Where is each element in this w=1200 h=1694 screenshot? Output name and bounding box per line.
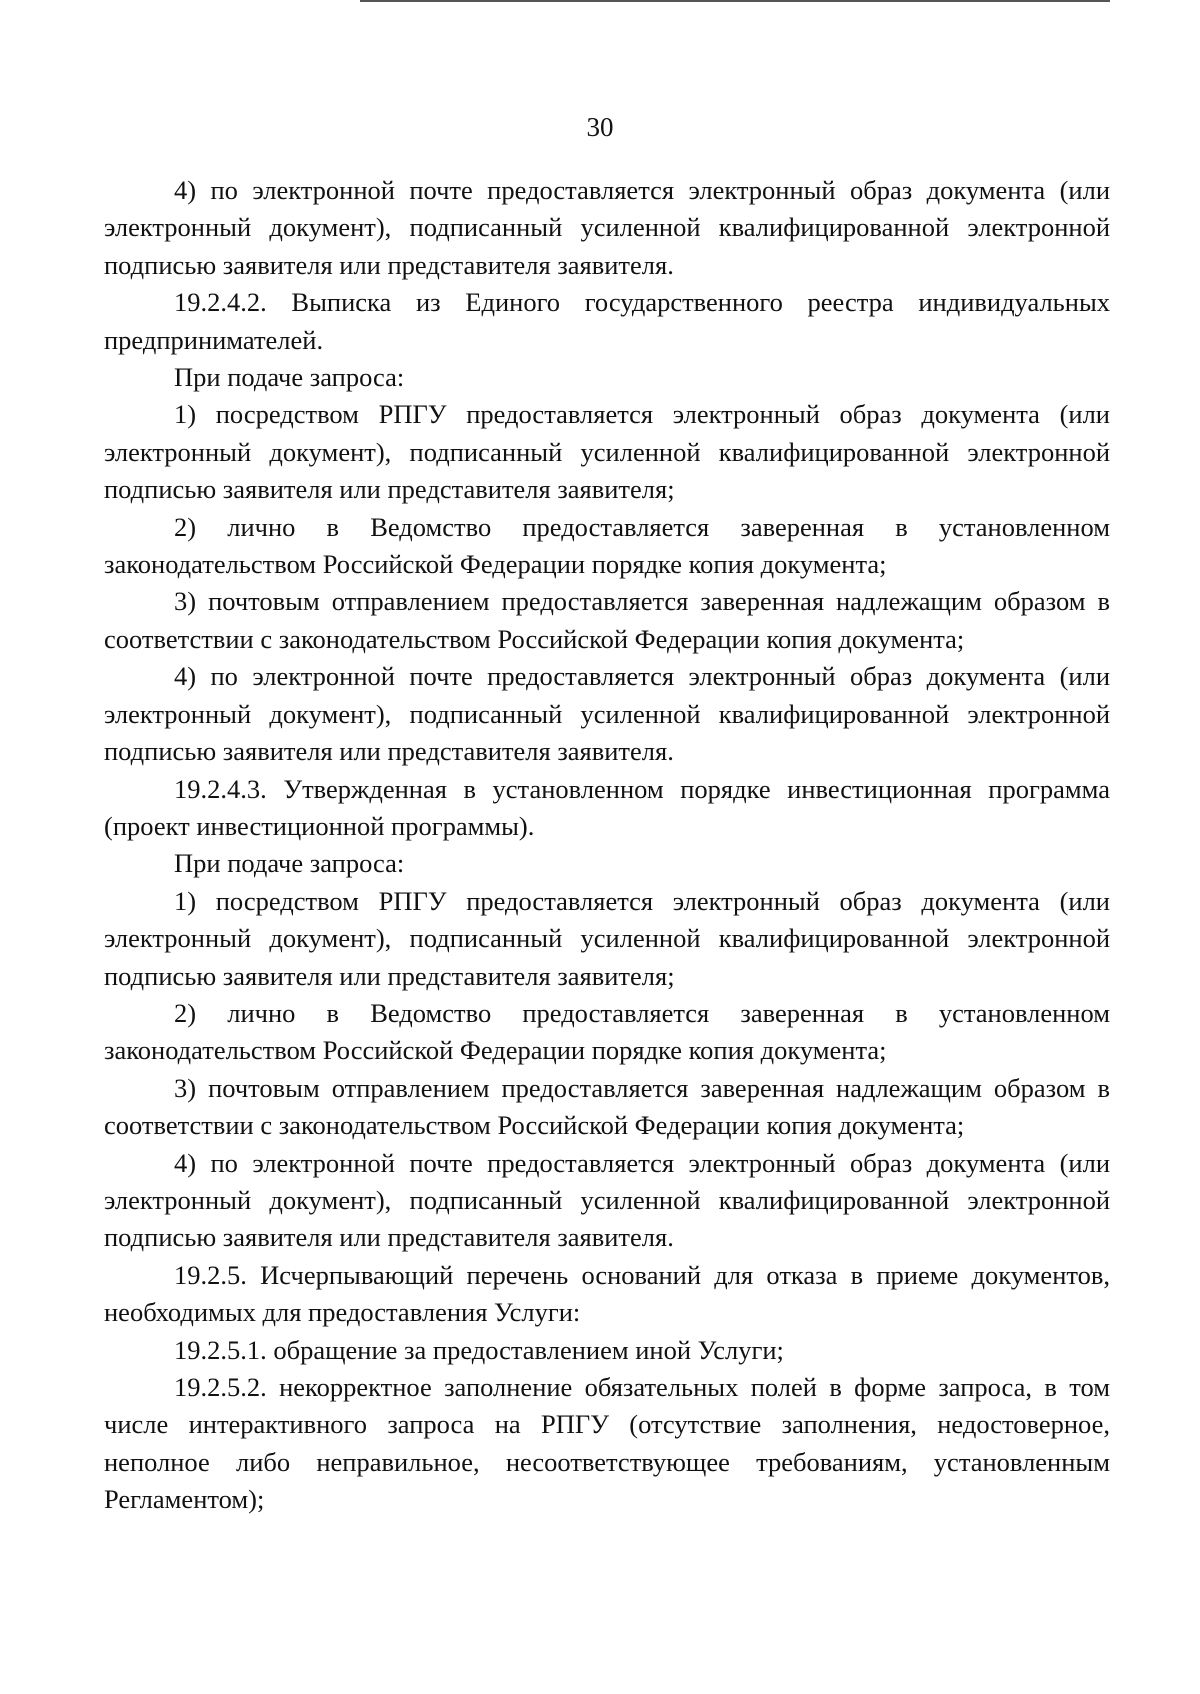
page-number: 30: [586, 112, 614, 142]
scan-edge-line: [360, 0, 1110, 2]
paragraph: При подаче запроса:: [174, 362, 405, 393]
paragraph: 19.2.4.3. Утвержденная в установленном порядке инвестиционная программа (проект инвестиционной программы).: [104, 773, 1110, 841]
paragraph: 1) посредством РПГУ предоставляется электронный образ документа (или электронный документ), подписанный усиленной квалифицированной электронной подписью заявителя или представителя заявителя;: [104, 399, 1110, 505]
paragraph: 1) посредством РПГУ предоставляется электронный образ документа (или электронный документ), подписанный усиленной квалифицированной электронной подписью заявителя или представителя заявителя;: [104, 885, 1110, 991]
paragraph: 4) по электронной почте предоставляется электронный образ документа (или электронный документ), подписанный усиленной квалифицированной электронной подписью заявителя или представителя заявителя.: [104, 175, 1110, 280]
paragraph: 4) по электронной почте предоставляется электронный образ документа (или электронный документ), подписанный усиленной квалифицированной электронной подписью заявителя или представителя заявителя.: [104, 1147, 1110, 1253]
paragraph: 3) почтовым отправлением предоставляется заверенная надлежащим образом в соответствии с законодательством Российской Федерации копия документа;: [104, 586, 1110, 654]
paragraph: 2) лично в Ведомство предоставляется заверенная в установленном законодательством Российской Федерации порядке копия документа;: [104, 511, 1110, 580]
paragraph: 19.2.5. Исчерпывающий перечень оснований для отказа в приеме документов, необходимых для предоставления Услуги:: [104, 1259, 1110, 1328]
paragraph: 2) лично в Ведомство предоставляется заверенная в установленном законодательством Российской Федерации порядке копия документа;: [104, 997, 1110, 1066]
paragraph: 4) по электронной почте предоставляется электронный образ документа (или электронный документ), подписанный усиленной квалифицированной электронной подписью заявителя или представителя заявителя.: [104, 661, 1110, 767]
paragraph: 19.2.5.2. некорректное заполнение обязательных полей в форме запроса, в том числе интерактивного запроса на РПГУ (отсутствие заполнения, недостоверное, неполное либо неправильное, несоответствующее требованиям, установленным Регламентом);: [104, 1372, 1110, 1515]
paragraph: 19.2.5.1. обращение за предоставлением иной Услуги;: [174, 1334, 784, 1365]
document-body: [104, 172, 1110, 1519]
paragraph: 19.2.4.2. Выписка из Единого государственного реестра индивидуальных предпринимателей.: [104, 287, 1110, 355]
paragraph: 3) почтовым отправлением предоставляется заверенная надлежащим образом в соответствии с законодательством Российской Федерации копия документа;: [104, 1072, 1110, 1141]
paragraph: При подаче запроса:: [174, 848, 405, 879]
